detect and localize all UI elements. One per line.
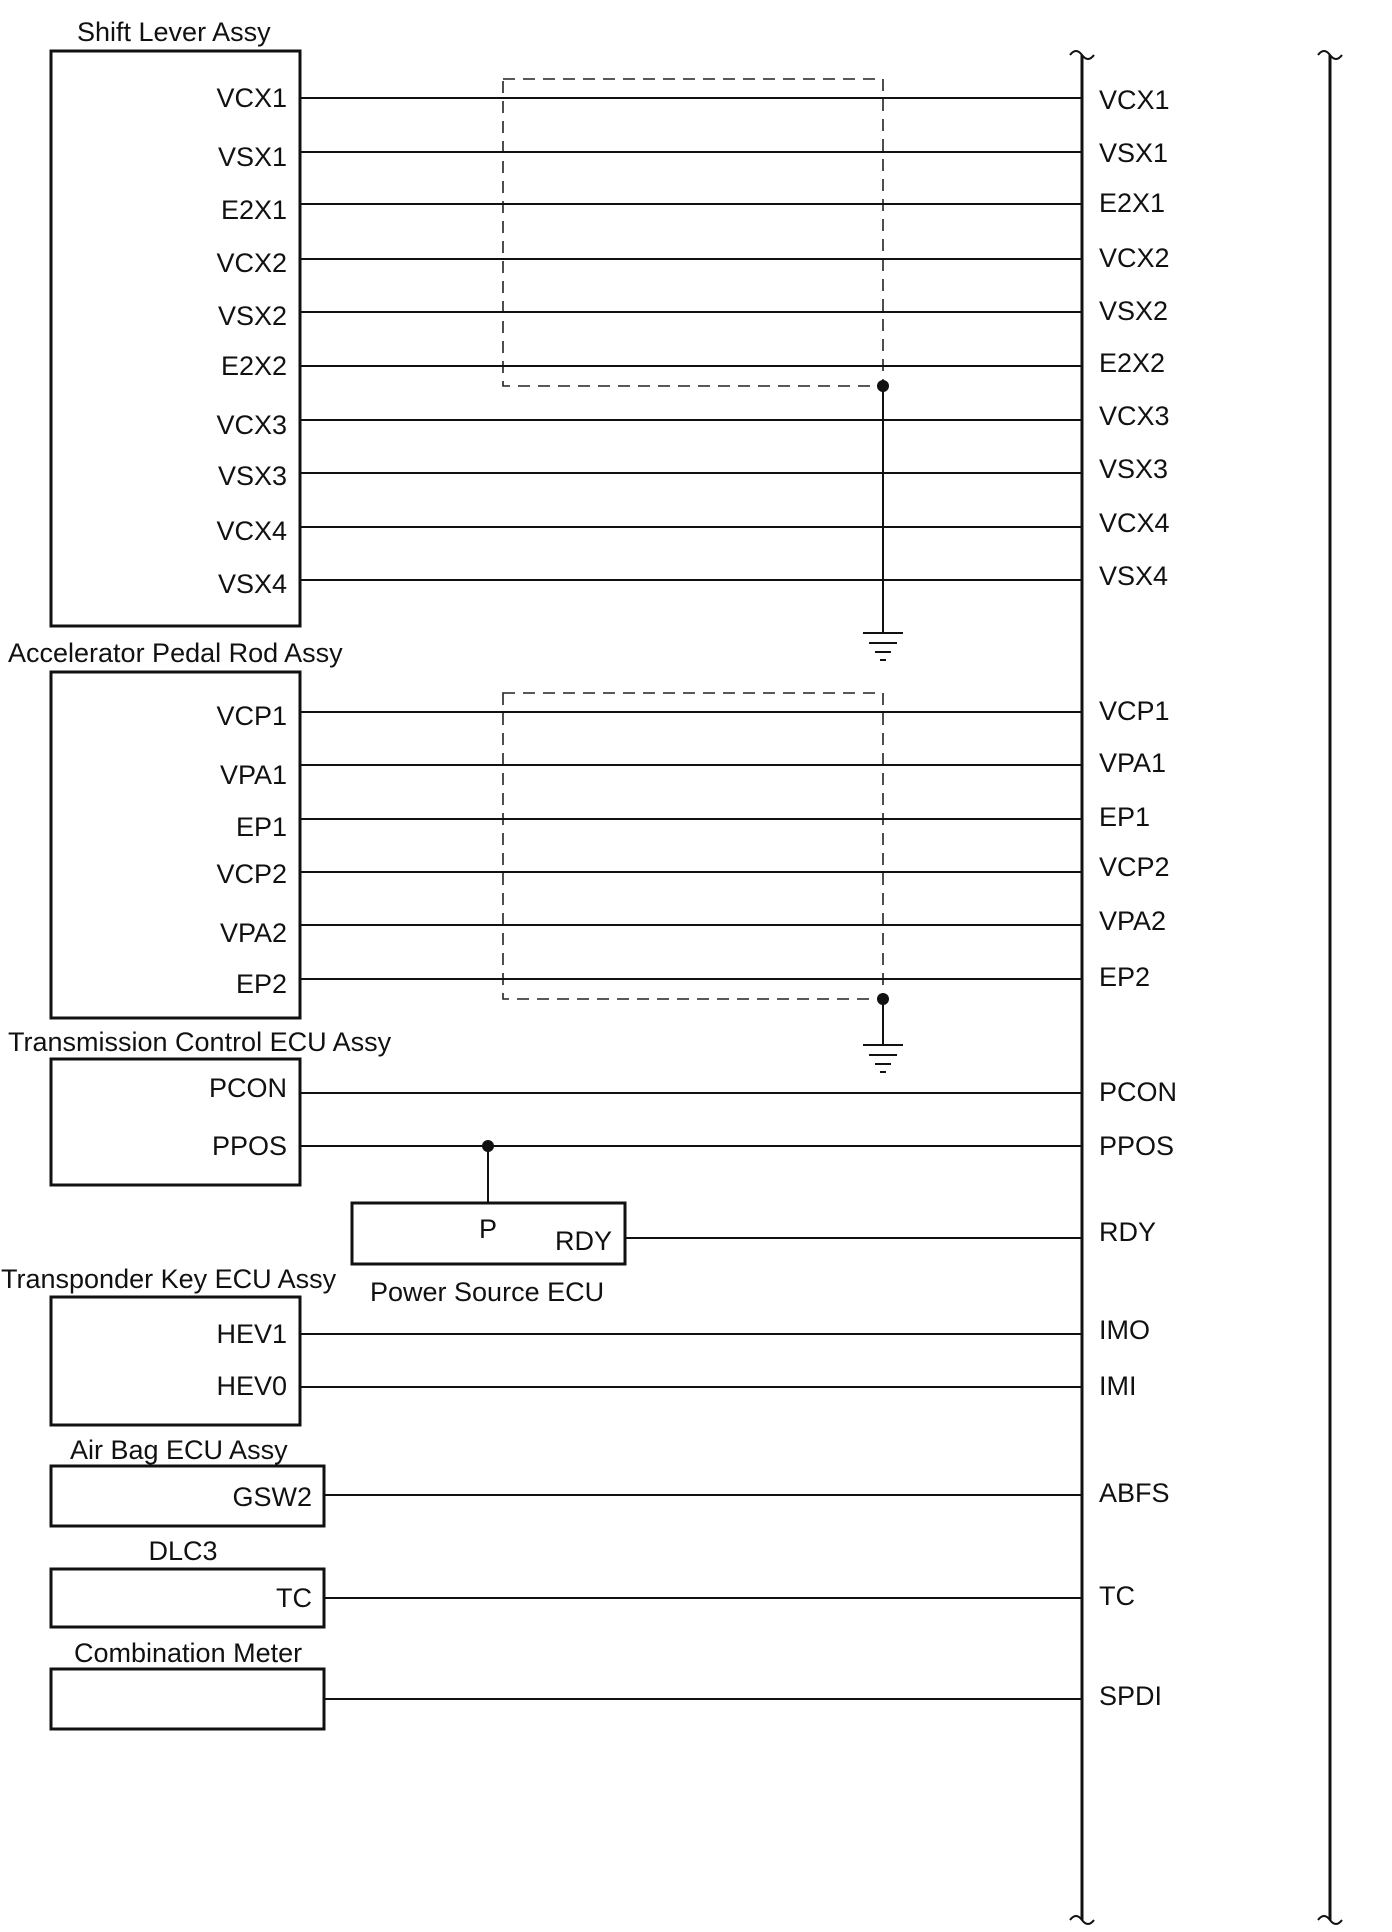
pin-label: TC [276, 1583, 312, 1613]
pin-label: HEV0 [216, 1371, 287, 1401]
pin-label: PCON [208, 1073, 287, 1103]
shift-lever-shield [503, 79, 883, 386]
pin-label: RDY [554, 1226, 612, 1256]
terminal-label: VCX1 [1099, 85, 1170, 115]
shift-lever-wires [300, 98, 1082, 580]
pin-label: EP2 [235, 969, 287, 999]
terminal-label: VPA2 [1099, 906, 1167, 936]
terminal-label: VSX4 [1099, 561, 1169, 591]
pin-label: VPA2 [219, 918, 287, 948]
combination-meter-box [51, 1669, 324, 1729]
pin-label: VSX4 [217, 569, 287, 599]
pin-label: VCX1 [216, 83, 287, 113]
terminal-label: VCP2 [1099, 852, 1170, 882]
transmission-ecu-title: Transmission Control ECU Assy [8, 1027, 392, 1057]
ground-icon [863, 1045, 903, 1072]
terminal-label: VSX3 [1099, 454, 1169, 484]
pin-label: HEV1 [216, 1319, 287, 1349]
terminal-label: VCX2 [1099, 243, 1170, 273]
ground-icon [863, 633, 903, 660]
terminal-label: ABFS [1099, 1478, 1170, 1508]
terminal-label: VSX2 [1099, 296, 1169, 326]
terminal-label: EP1 [1099, 802, 1151, 832]
pin-label: VCP2 [216, 859, 287, 889]
terminal-label: VCX3 [1099, 401, 1170, 431]
pin-label: VCX4 [216, 516, 287, 546]
right-terminal-labels [1099, 85, 1177, 1711]
pin-label: VSX2 [217, 301, 287, 331]
pin-label: VSX1 [217, 142, 287, 172]
terminal-label: VSX1 [1099, 138, 1169, 168]
terminal-label: PCON [1099, 1077, 1178, 1107]
accel-pedal-title: Accelerator Pedal Rod Assy [8, 638, 343, 668]
terminal-label: TC [1099, 1581, 1135, 1611]
terminal-label: VCX4 [1099, 508, 1170, 538]
dlc3-title: DLC3 [148, 1536, 218, 1566]
shift-lever-title: Shift Lever Assy [77, 17, 271, 47]
terminal-label: EP2 [1099, 962, 1151, 992]
accel-pedal-shield [503, 693, 883, 999]
pin-label: VSX3 [217, 461, 287, 491]
combination-meter-title: Combination Meter [74, 1638, 303, 1668]
terminal-label: VCP1 [1099, 696, 1170, 726]
terminal-label: E2X1 [1099, 188, 1166, 218]
pin-label: VPA1 [219, 760, 287, 790]
terminal-label: SPDI [1099, 1681, 1163, 1711]
pin-label: VCP1 [216, 701, 287, 731]
terminal-label: PPOS [1099, 1131, 1175, 1161]
pin-label: E2X2 [220, 351, 287, 381]
pin-label: P [478, 1214, 498, 1244]
power-source-ecu-title: Power Source ECU [370, 1277, 605, 1307]
pin-label: EP1 [235, 812, 287, 842]
terminal-label: RDY [1099, 1217, 1157, 1247]
transponder-ecu-title: Transponder Key ECU Assy [1, 1264, 337, 1294]
terminal-label: VPA1 [1099, 748, 1167, 778]
pin-label: VCX3 [216, 410, 287, 440]
terminal-label: IMO [1099, 1315, 1150, 1345]
pin-label: GSW2 [232, 1482, 312, 1512]
pin-label: PPOS [211, 1131, 287, 1161]
transponder-ecu-box [51, 1297, 300, 1425]
terminal-label: IMI [1099, 1371, 1137, 1401]
pin-label: VCX2 [216, 248, 287, 278]
terminal-label: E2X2 [1099, 348, 1166, 378]
airbag-ecu-title: Air Bag ECU Assy [70, 1435, 288, 1465]
accel-pedal-wires [300, 712, 1082, 979]
pin-label: E2X1 [220, 195, 287, 225]
